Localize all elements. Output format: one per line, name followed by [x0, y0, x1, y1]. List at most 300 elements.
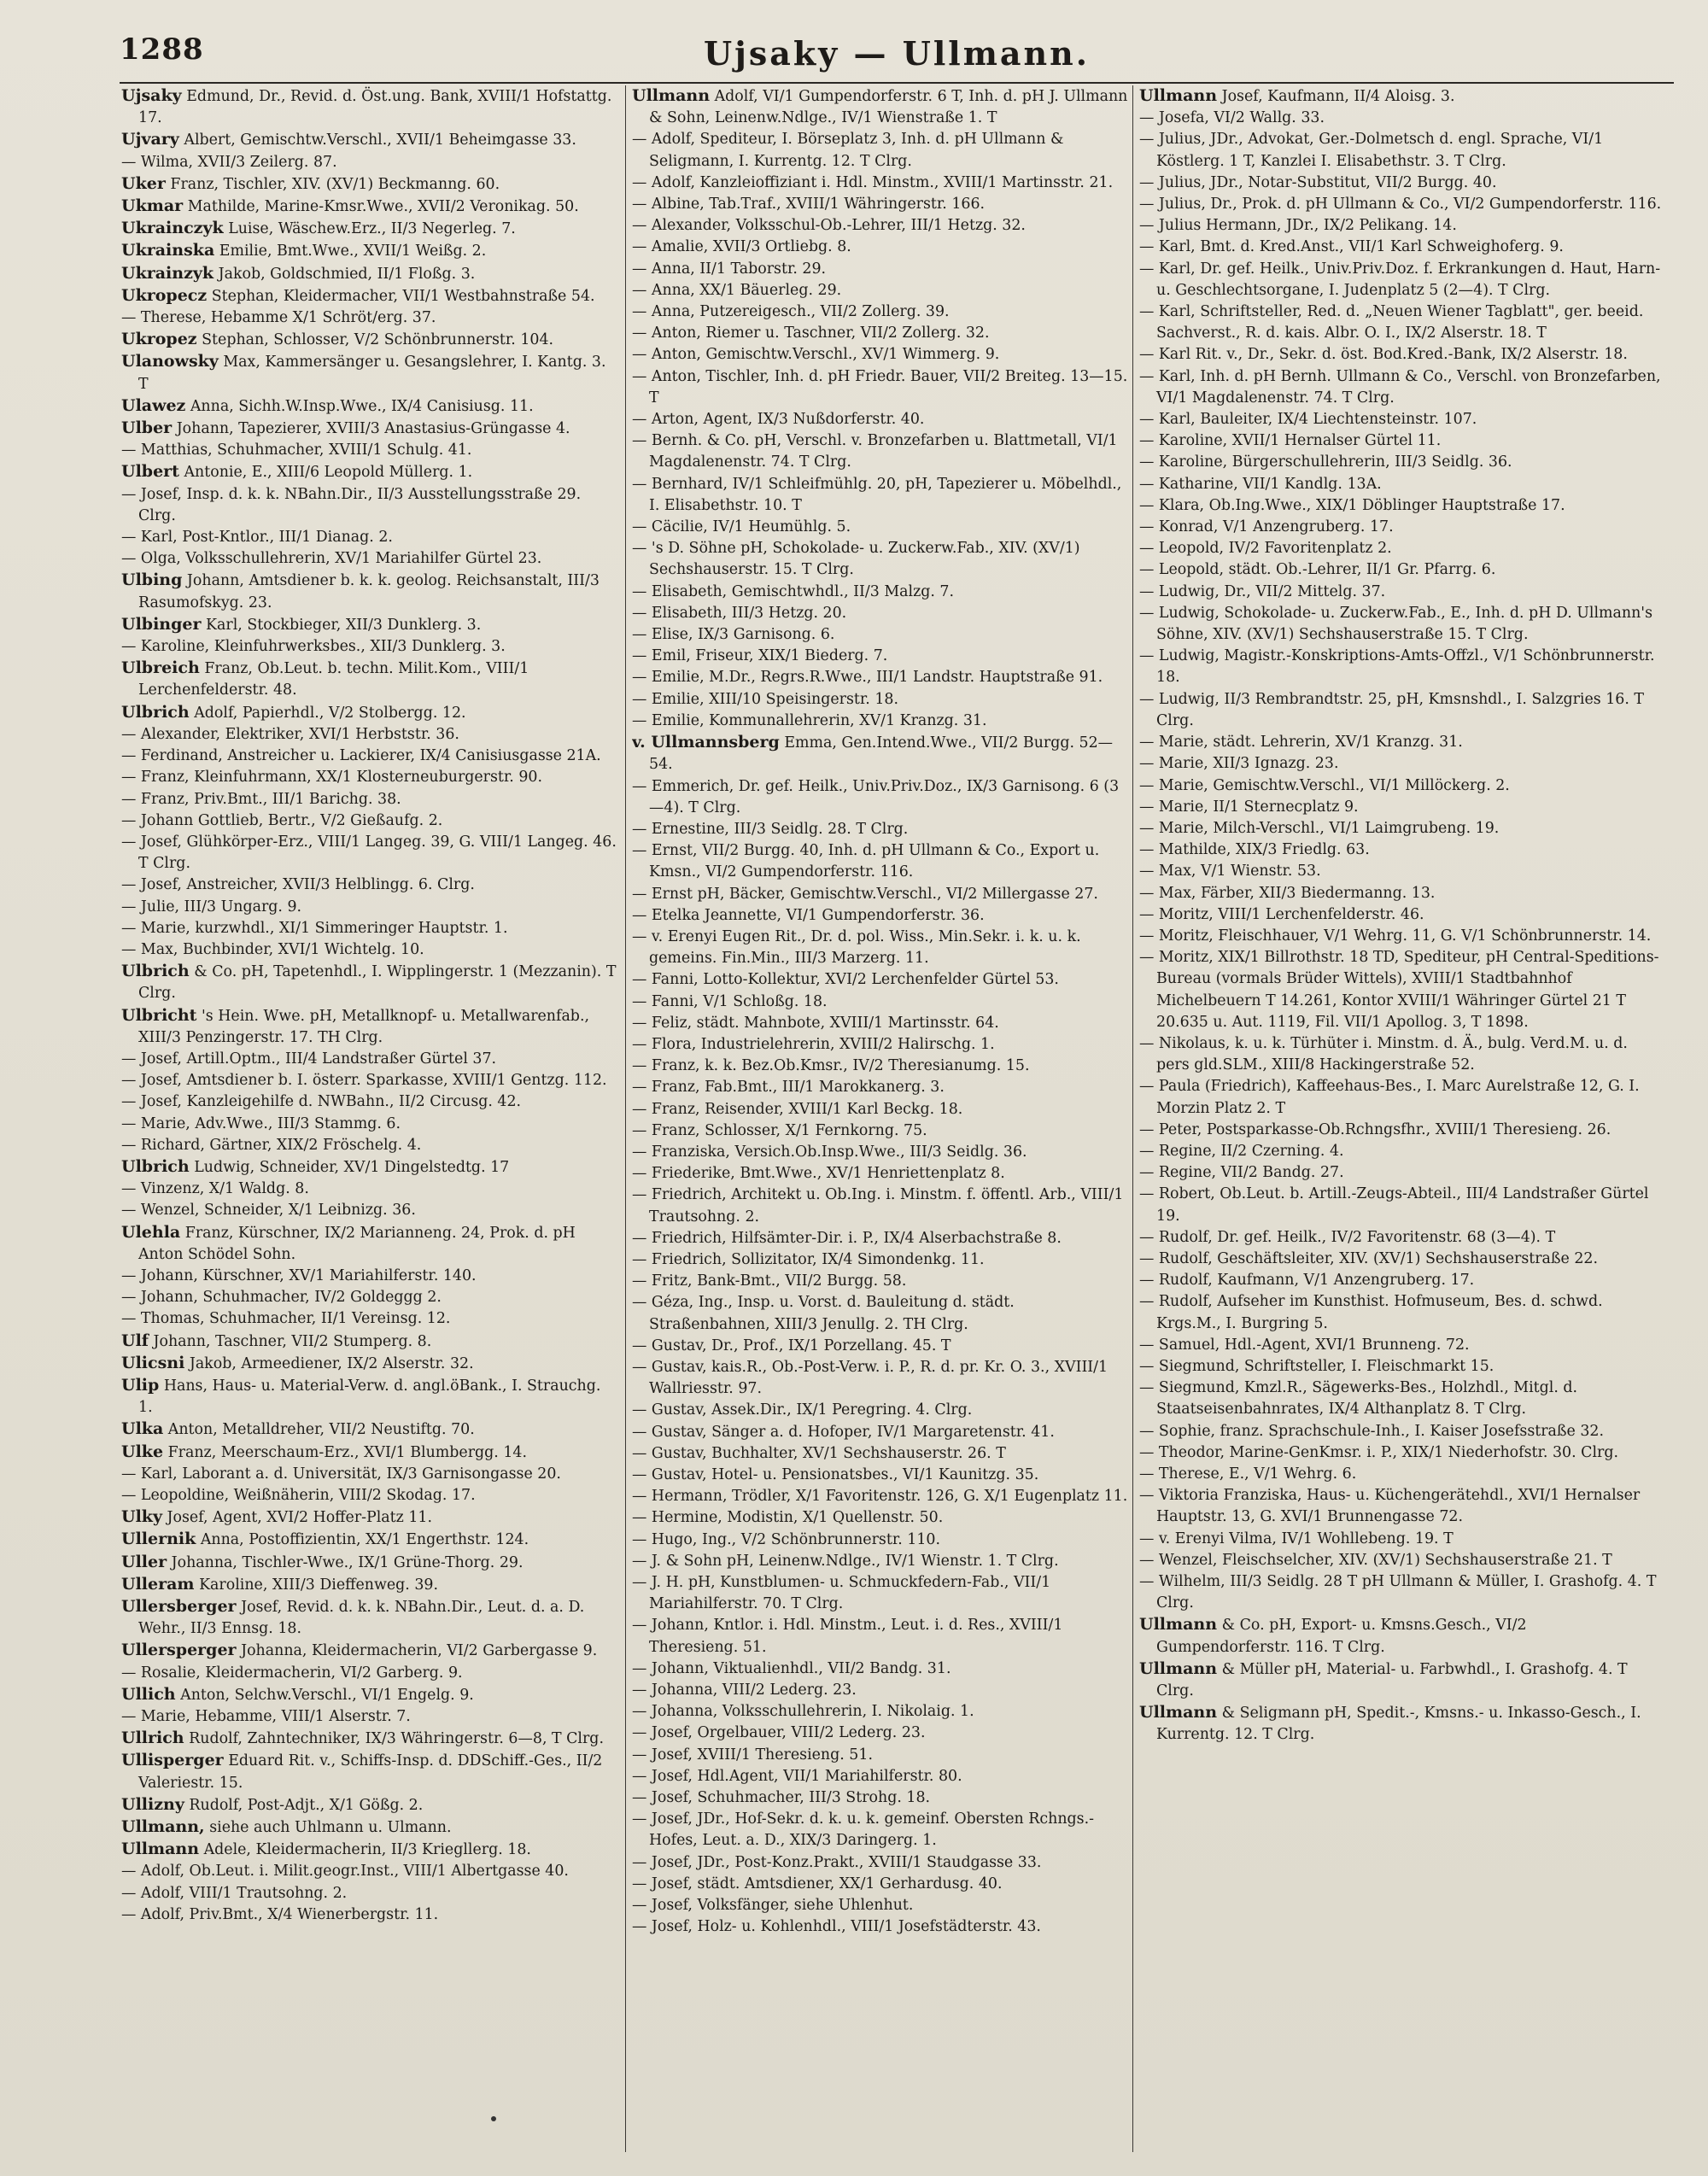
directory-entry [121, 1464, 618, 1485]
directory-entry [121, 1353, 618, 1375]
entry-details: — Karl Rit. v., Dr., Sekr. d. öst. Bod.Kred.-Bank, IX/2 Alserstr. 18. [1139, 346, 1628, 364]
entry-surname: Ulbrich [121, 702, 190, 722]
entry-details: Emilie, Bmt.Wwe., XVII/1 Weißg. 2. [219, 243, 487, 260]
entry-details: — Matthias, Schuhmacher, XVIII/1 Schulg. 41. [121, 442, 472, 459]
entry-surname: Ulbreich [121, 658, 200, 678]
entry-surname: Ullersperger [121, 1641, 237, 1660]
directory-entry [121, 636, 618, 658]
directory-entry [632, 1443, 1129, 1465]
directory-entry [121, 874, 618, 896]
entry-details: — Ferdinand, Anstreicher u. Lackierer, IX/4 Canisiusgasse 21A. [121, 747, 601, 765]
directory-entry [1139, 603, 1662, 646]
directory-entry [632, 1572, 1129, 1615]
entry-details: — Johanna, Volksschullehrerin, I. Nikolaig. 1. [632, 1703, 974, 1721]
entry-details: — Rudolf, Kaufmann, V/1 Anzengruberg. 17. [1139, 1272, 1475, 1290]
entry-details: Josef, Agent, XVI/2 Hoffer-Platz 11. [167, 1509, 432, 1527]
entry-details: — Hermann, Trödler, X/1 Favoritenstr. 126, G. X/1 Eugenplatz 11. [632, 1488, 1128, 1506]
directory-entry [121, 1883, 618, 1904]
entry-surname: Ullmann [1139, 1658, 1218, 1678]
directory-entry [1139, 1120, 1662, 1141]
directory-entry [632, 840, 1129, 883]
entry-details: Jakob, Goldschmied, II/1 Floßg. 3. [218, 265, 476, 283]
directory-entry [632, 1142, 1129, 1163]
directory-entry [632, 215, 1129, 237]
directory-entry [121, 1684, 618, 1706]
entry-surname: Ulf [121, 1331, 149, 1350]
entry-details: — Ludwig, Schokolade- u. Zuckerw.Fab., E., Inh. d. pH D. Ullmann's Söhne, XIV. (XV/1) Sechshauserstraße 15. T Clrg. [1139, 604, 1653, 644]
directory-entry [632, 1701, 1129, 1723]
page-header [120, 27, 1674, 87]
entry-details: — Adolf, Ob.Leut. i. Milit.geogr.Inst., VIII/1 Albertgasse 40. [121, 1863, 569, 1881]
column-divider [1132, 85, 1133, 2152]
entry-details: — Karoline, Bürgerschullehrerin, III/3 Seidlg. 36. [1139, 453, 1512, 471]
entry-details: — Marie, kurzwhdl., XI/1 Simmeringer Hauptstr. 1. [121, 919, 508, 937]
directory-entry [121, 1418, 618, 1441]
entry-details: — Regine, VII/2 Bandg. 27. [1139, 1164, 1344, 1182]
directory-entry [632, 538, 1129, 581]
column-2 [632, 85, 1129, 2152]
directory-entry [121, 1529, 618, 1551]
directory-entry [632, 1271, 1129, 1292]
entry-details: — Johann, Viktualienhdl., VII/2 Bandg. 31. [632, 1659, 951, 1677]
entry-details: — Julius, Dr., Prok. d. pH Ullmann & Co., VI/2 Gumpendorferstr. 116. [1139, 196, 1662, 214]
directory-entry [1139, 732, 1662, 753]
entry-details: — Ernst, VII/2 Burgg. 40, Inh. d. pH Ullmann & Co., Export u. Kmsn., VI/2 Gumpendorferstr. 116. [632, 842, 1100, 881]
directory-entry [1139, 689, 1662, 732]
directory-entry [121, 1091, 618, 1113]
directory-entry [1139, 259, 1662, 301]
directory-entry [632, 323, 1129, 344]
directory-entry [632, 819, 1129, 840]
directory-entry [632, 1895, 1129, 1916]
entry-details: — Peter, Postsparkasse-Ob.Rchngsfhr., XVIII/1 Theresieng. 26. [1139, 1120, 1611, 1138]
entry-details: — Paula (Friedrich), Kaffeehaus-Bes., I. Marc Aurelstraße 12, G. I. Morzin Platz 2. T [1139, 1078, 1640, 1117]
directory-entry [632, 1013, 1129, 1034]
directory-entry [121, 461, 618, 483]
entry-details: — Franz, Fab.Bmt., III/1 Marokkanerg. 3. [632, 1079, 945, 1097]
entry-details: — Josef, Orgelbauer, VIII/2 Lederg. 23. [632, 1724, 926, 1742]
directory-entry [632, 1658, 1129, 1680]
entry-surname: Ullich [121, 1684, 176, 1704]
entry-details: — Karoline, XVII/1 Hernalser Gürtel 11. [1139, 432, 1442, 450]
directory-entry [121, 173, 618, 196]
directory-entry [121, 767, 618, 788]
directory-entry [632, 409, 1129, 430]
directory-entry [632, 884, 1129, 905]
directory-entry [121, 1005, 618, 1049]
entry-details: — Josef, Hdl.Agent, VII/1 Mariahilferstr. 80. [632, 1767, 962, 1785]
directory-entry [1139, 1614, 1662, 1658]
directory-entry [1139, 1356, 1662, 1378]
entry-details: — Josef, Amtsdiener b. I. österr. Sparkasse, XVIII/1 Gentzg. 112. [121, 1072, 607, 1090]
directory-entry [632, 194, 1129, 215]
entry-details: — Gustav, Assek.Dir., IX/1 Peregring. 4. Clrg. [632, 1401, 973, 1419]
entry-details: — Gustav, Buchhalter, XV/1 Sechshauserstr. 26. T [632, 1444, 1006, 1462]
directory-entry [121, 1904, 618, 1926]
directory-entry [632, 1680, 1129, 1701]
directory-entry [121, 418, 618, 440]
entry-details: — Marie, Milch-Verschl., VI/1 Laimgrubeng. 19. [1139, 819, 1500, 837]
entry-details: & Co. pH, Tapetenhdl., I. Wipplingerstr. 1 (Mezzanin). T Clrg. [138, 963, 617, 1003]
entry-details: — J. H. pH, Kunstblumen- u. Schmuckfedern-Fab., VII/1 Mariahilferstr. 70. T Clrg. [632, 1574, 1051, 1613]
entry-details: — Max, V/1 Wienstr. 53. [1139, 863, 1321, 880]
directory-entry [632, 1551, 1129, 1572]
entry-details: — Anna, II/1 Taborstr. 29. [632, 260, 827, 278]
entry-details: Josef, Revid. d. k. k. NBahn.Dir., Leut. d. a. D. Wehr., II/3 Ennsg. 18. [138, 1599, 585, 1638]
directory-entry [1139, 474, 1662, 495]
directory-entry [121, 1287, 618, 1308]
entry-details: Anna, Postoffizientin, XX/1 Engerthstr. 124. [200, 1531, 529, 1549]
directory-entry [1139, 1033, 1662, 1076]
entry-details: — Karl, Inh. d. pH Bernh. Ullmann & Co., Verschl. von Bronzefarben, VI/1 Magdalenenstr. 74. T Clrg. [1139, 367, 1661, 407]
directory-entry [632, 1034, 1129, 1056]
directory-entry [632, 1422, 1129, 1443]
entry-details: — Josef, Holz- u. Kohlenhdl., VIII/1 Josefstädterstr. 43. [632, 1918, 1041, 1936]
directory-entry [632, 667, 1129, 688]
entry-details: — Gustav, Hotel- u. Pensionatsbes., VI/1 Kaunitzg. 35. [632, 1466, 1039, 1483]
entry-details: — Anna, XX/1 Bäuerleg. 29. [632, 281, 842, 299]
directory-entry [1139, 1184, 1662, 1226]
entry-details: — Karl, Bmt. d. Kred.Anst., VII/1 Karl Schweighoferg. 9. [1139, 238, 1564, 256]
entry-surname: Ullmann [632, 86, 711, 105]
entry-details: — Thomas, Schuhmacher, II/1 Vereinsg. 12. [121, 1310, 451, 1328]
directory-entry [121, 1156, 618, 1179]
entry-details: — Josefa, VI/2 Wallg. 33. [1139, 109, 1325, 127]
directory-entry [1139, 1335, 1662, 1356]
entry-details: — Alexander, Elektriker, XVI/1 Herbststr. 36. [121, 725, 459, 743]
directory-entry [1139, 775, 1662, 797]
column-1 [121, 85, 618, 2152]
entry-details: — Amalie, XVII/3 Ortliebg. 8. [632, 238, 851, 256]
entry-details: — Bernh. & Co. pH, Verschl. v. Bronzefarben u. Blattmetall, VI/1 Magdalenenstr. 74. T Clrg. [632, 432, 1118, 471]
directory-entry [121, 1728, 618, 1750]
entry-details: — Géza, Ing., Insp. u. Vorst. d. Bauleitung d. städt. Straßenbahnen, XIII/3 Jenullg. 2. TH Clrg. [632, 1294, 1015, 1333]
entry-details: — Franziska, Versich.Ob.Insp.Wwe., III/3 Seidlg. 36. [632, 1143, 1027, 1161]
directory-entry [632, 969, 1129, 991]
entry-details: — Nikolaus, k. u. k. Türhüter i. Minstm. d. Ä., bulg. Verd.M. u. d. pers gld.SLM., XIII/8 Hackingerstraße 52. [1139, 1034, 1628, 1074]
entry-details: — Julius Hermann, JDr., IX/2 Pelikang. 14. [1139, 217, 1457, 235]
entry-details: — Adolf, Spediteur, I. Börseplatz 3, Inh. d. pH Ullmann & Seligmann, I. Kurrentg. 12. T Clrg. [632, 131, 1064, 170]
entry-details: — Emil, Friseur, XIX/1 Biederg. 7. [632, 647, 888, 665]
entry-details: — Moritz, VIII/1 Lerchenfelderstr. 46. [1139, 905, 1424, 923]
entry-details: — Wenzel, Schneider, X/1 Leibnizg. 36. [121, 1202, 416, 1220]
entry-details: — Albine, Tab.Traf., XVIII/1 Währingerstr. 166. [632, 196, 986, 214]
directory-entry [1139, 538, 1662, 559]
directory-entry [632, 1400, 1129, 1421]
entry-surname: Ullisperger [121, 1751, 224, 1770]
directory-entry [121, 724, 618, 746]
entry-details: Luise, Wäschew.Erz., II/3 Negerleg. 7. [228, 220, 516, 238]
directory-entry [632, 1745, 1129, 1766]
directory-entry [632, 732, 1129, 775]
entry-details: Hans, Haus- u. Material-Verw. d. angl.öBank., I. Strauchg. 1. [138, 1377, 601, 1417]
directory-entry [1139, 1529, 1662, 1550]
directory-entry [1139, 409, 1662, 430]
directory-entry [632, 129, 1129, 172]
directory-entry [121, 1135, 618, 1156]
entry-surname: Ullersberger [121, 1597, 237, 1617]
directory-entry [121, 440, 618, 461]
directory-entry [121, 1331, 618, 1353]
directory-entry [121, 1750, 618, 1793]
entry-details: — Ernestine, III/3 Seidlg. 28. T Clrg. [632, 820, 909, 838]
directory-entry [121, 1839, 618, 1861]
entry-details: Mathilde, Marine-Kmsr.Wwe., XVII/2 Veronikag. 50. [187, 198, 579, 216]
entry-details: — Flora, Industrielehrerin, XVIII/2 Halirschg. 1. [632, 1035, 995, 1053]
directory-entry [1139, 1270, 1662, 1291]
entry-surname: Ulbrich [121, 962, 190, 981]
entry-details: — Ernst pH, Bäcker, Gemischtw.Verschl., VI/2 Millergasse 27. [632, 885, 1098, 903]
entry-details: — 's D. Söhne pH, Schokolade- u. Zuckerw.Fab., XIV. (XV/1) Sechshauserstr. 15. T Clrg. [632, 540, 1080, 579]
entry-details: — Josef, Schuhmacher, III/3 Strohg. 18. [632, 1789, 931, 1807]
directory-entry [632, 237, 1129, 258]
entry-details: — Franz, k. k. Bez.Ob.Kmsr., IV/2 Theresianumg. 15. [632, 1057, 1030, 1075]
directory-entry [1139, 1571, 1662, 1614]
entry-details: — Cäcilie, IV/1 Heumühlg. 5. [632, 518, 851, 536]
directory-entry [121, 1049, 618, 1070]
entry-details: Karl, Stockbieger, XII/3 Dunklerg. 3. [206, 616, 482, 634]
directory-entry [632, 991, 1129, 1013]
directory-entry [1139, 1227, 1662, 1249]
entry-details: — Alexander, Volksschul-Ob.-Lehrer, III/1 Hetzg. 32. [632, 217, 1026, 235]
entry-surname: Ullrich [121, 1729, 184, 1748]
entry-details: Adolf, VI/1 Gumpendorferstr. 6 T, Inh. d. pH J. Ullmann & Sohn, Leinenw.Ndlge., IV/1 Wienstraße 1. T [649, 88, 1128, 127]
entry-details: — Adolf, Kanzleioffiziant i. Hdl. Minstm., XVIII/1 Martinsstr. 21. [632, 173, 1114, 191]
entry-details: — Anton, Riemer u. Taschner, VII/2 Zollerg. 32. [632, 325, 990, 342]
directory-entry [632, 259, 1129, 280]
directory-entry [632, 689, 1129, 711]
directory-entry [121, 395, 618, 418]
directory-entry [632, 344, 1129, 366]
entry-details: — Fanni, Lotto-Kollektur, XVI/2 Lerchenfelder Gürtel 53. [632, 971, 1059, 989]
directory-entry [632, 430, 1129, 473]
entry-surname: Ullmann [1139, 1703, 1218, 1723]
directory-entry [1139, 1485, 1662, 1528]
directory-entry [632, 1249, 1129, 1271]
entry-details: — Marie, Adv.Wwe., III/3 Stammg. 6. [121, 1114, 401, 1132]
directory-entry [632, 366, 1129, 409]
entry-surname: Ullmann [1139, 1615, 1218, 1635]
entry-details: — Rudolf, Geschäftsleiter, XIV. (XV/1) Sechshauserstraße 22. [1139, 1249, 1599, 1267]
entry-surname: Ullmann [1139, 86, 1218, 105]
directory-entry [632, 1787, 1129, 1809]
entry-details: — Samuel, Hdl.-Agent, XVI/1 Brunneng. 72. [1139, 1336, 1470, 1354]
entry-details: — Karl, Bauleiter, IX/4 Liechtensteinstr. 107. [1139, 411, 1477, 429]
directory-entry [121, 85, 618, 129]
directory-entry [121, 329, 618, 351]
directory-entry [1139, 883, 1662, 904]
directory-entry [121, 810, 618, 832]
directory-entry [632, 1916, 1129, 1938]
directory-entry [632, 1228, 1129, 1249]
directory-entry [121, 196, 618, 218]
entry-details: Johanna, Tischler-Wwe., IX/1 Grüne-Thorg. 29. [171, 1553, 524, 1571]
entry-details: — Therese, Hebamme X/1 Schröt/erg. 37. [121, 309, 436, 327]
directory-entry [632, 1099, 1129, 1120]
entry-details: Anna, Sichh.W.Insp.Wwe., IX/4 Canisiusg. 11. [190, 397, 534, 415]
entry-details: — Johann, Schuhmacher, IV/2 Goldeggg 2. [121, 1289, 442, 1307]
entry-details: — Etelka Jeannette, VI/1 Gumpendorferstr. 36. [632, 906, 985, 924]
directory-entry [121, 263, 618, 285]
entry-surname: Ulbing [121, 570, 183, 590]
entry-details: Anton, Metalldreher, VII/2 Neustiftg. 70. [167, 1421, 475, 1439]
directory-entry [1139, 926, 1662, 947]
directory-entry [1139, 861, 1662, 882]
entry-details: Franz, Meerschaum-Erz., XVI/1 Blumbergg. 14. [167, 1443, 528, 1461]
entry-details: — Franz, Reisender, XVIII/1 Karl Beckg. 18. [632, 1100, 963, 1118]
entry-details: — Julie, III/3 Ungarg. 9. [121, 898, 302, 915]
entry-details: — Olga, Volksschullehrerin, XV/1 Mariahilfer Gürtel 23. [121, 550, 542, 568]
entry-details: — v. Erenyi Vilma, IV/1 Wohllebeng. 19. T [1139, 1530, 1454, 1547]
directory-entry [121, 1308, 618, 1330]
entry-details: Eduard Rit. v., Schiffs-Insp. d. DDSchiff.-Ges., II/2 Valeriestr. 15. [138, 1752, 603, 1792]
entry-details: — Emilie, M.Dr., Regrs.R.Wwe., III/1 Landstr. Hauptstraße 91. [632, 669, 1103, 687]
entry-details: — Therese, E., V/1 Wehrg. 6. [1139, 1465, 1357, 1483]
entry-details: — Josef, Anstreicher, XVII/3 Helblingg. 6. Clrg. [121, 876, 475, 894]
entry-details: siehe auch Uhlmann u. Ulmann. [209, 1819, 452, 1837]
directory-entry [121, 351, 618, 395]
entry-surname: Ukropez [121, 330, 197, 349]
entry-details: — Leopold, IV/2 Favoritenplatz 2. [1139, 540, 1392, 558]
directory-entry [632, 1056, 1129, 1077]
entry-details: — Vinzenz, X/1 Waldg. 8. [121, 1180, 309, 1198]
directory-entry [121, 218, 618, 240]
entry-details: — Fanni, V/1 Schloßg. 18. [632, 992, 828, 1010]
entry-details: — v. Erenyi Eugen Rit., Dr. d. pol. Wiss., Min.Sekr. i. k. u. k. gemeins. Fin.Min., III/3 Marzerg. 11. [632, 927, 1081, 968]
entry-surname: Ulleram [121, 1574, 195, 1594]
entry-details: — Konrad, V/1 Anzengruberg. 17. [1139, 518, 1394, 536]
directory-entry [121, 1574, 618, 1596]
entry-details: — Josef, Volksfänger, siehe Uhlenhut. [632, 1897, 914, 1915]
entry-details: — Wilhelm, III/3 Seidlg. 28 T pH Ullmann & Müller, I. Grashofg. 4. T Clrg. [1139, 1573, 1657, 1612]
directory-entry [121, 484, 618, 527]
directory-entry [1139, 1249, 1662, 1270]
directory-entry [1139, 452, 1662, 473]
directory-entry [121, 1179, 618, 1200]
entry-details: — Moritz, Fleischhauer, V/1 Wehrg. 11, G. V/1 Schönbrunnerstr. 14. [1139, 927, 1652, 945]
entry-details: — Ludwig, Dr., VII/2 Mittelg. 37. [1139, 582, 1386, 600]
directory-entry [632, 1120, 1129, 1142]
directory-entry [1139, 904, 1662, 926]
directory-entry [121, 1200, 618, 1221]
entry-details: — Josef, JDr., Hof-Sekr. d. k. u. k. gemeinf. Obersten Rchngs.-Hofes, Leut. a. D., XIX/3 Daringerg. 1. [632, 1810, 1094, 1850]
column-3 [1139, 85, 1662, 2152]
entry-details: — Hugo, Ing., V/2 Schönbrunnerstr. 110. [632, 1530, 941, 1548]
directory-entry [121, 1375, 618, 1418]
entry-details: — Josef, XVIII/1 Theresieng. 51. [632, 1746, 873, 1764]
entry-details: — Siegmund, Schriftsteller, I. Fleischmarkt 15. [1139, 1357, 1494, 1375]
entry-details: — Klara, Ob.Ing.Wwe., XIX/1 Döblinger Hauptstraße 17. [1139, 496, 1565, 514]
directory-entry [1139, 1076, 1662, 1119]
entry-details: — Katharine, VII/1 Kandlg. 13A. [1139, 475, 1382, 493]
entry-details: & Seligmann pH, Spedit.-, Kmsns.- u. Inkasso-Gesch., I. Kurrentg. 12. T Clrg. [1156, 1705, 1641, 1744]
entry-details: — Anna, Putzereigesch., VII/2 Zollerg. 39. [632, 303, 950, 321]
directory-entry [121, 527, 618, 548]
entry-surname: Ulawez [121, 395, 186, 415]
entry-details: — Adolf, VIII/1 Trautsohng. 2. [121, 1884, 348, 1902]
directory-entry [1139, 1291, 1662, 1334]
directory-entry [121, 658, 618, 701]
directory-entry [121, 1816, 618, 1839]
entry-surname: Ulanowsky [121, 352, 219, 371]
directory-entry [121, 1663, 618, 1684]
entry-details: — Fritz, Bank-Bmt., VII/2 Burgg. 58. [632, 1272, 907, 1290]
directory-entry [632, 1615, 1129, 1658]
directory-entry [1139, 947, 1662, 1033]
directory-entry [1139, 366, 1662, 409]
directory-entry [121, 918, 618, 939]
entry-surname: Ulbrich [121, 1156, 190, 1176]
directory-entry [632, 1874, 1129, 1895]
entry-details: Josef, Kaufmann, II/4 Aloisg. 3. [1221, 88, 1455, 105]
directory-entry [1139, 559, 1662, 581]
entry-details: — Elisabeth, III/3 Hetzg. 20. [632, 604, 847, 622]
directory-entry [632, 1185, 1129, 1227]
entry-details: — Adolf, Priv.Bmt., X/4 Wienerbergstr. 11. [121, 1905, 439, 1923]
directory-entry [121, 1861, 618, 1882]
entry-details: Adele, Kleidermacherin, II/3 Kriegllerg. 18. [203, 1841, 531, 1859]
header-rule [120, 82, 1674, 84]
entry-details: — Mathilde, XIX/3 Friedlg. 63. [1139, 841, 1370, 859]
directory-entry [121, 1640, 618, 1662]
entry-details: — Wilma, XVII/3 Zeilerg. 87. [121, 153, 337, 171]
directory-entry [121, 789, 618, 810]
entry-details: — Siegmund, Kmzl.R., Sägewerks-Bes., Holzhdl., Mitgl. d. Staatseisenbahnrates, IX/4 Althanplatz 8. T Clrg. [1139, 1379, 1578, 1418]
directory-entry [1139, 1442, 1662, 1464]
entry-details: Johann, Taschner, VII/2 Stumperg. 8. [153, 1332, 432, 1350]
entry-surname: Ullernik [121, 1530, 196, 1549]
entry-details: Johann, Amtsdiener b. k. k. geolog. Reichsanstalt, III/3 Rasumofskyg. 23. [138, 572, 600, 611]
entry-surname: v. Ullmannsberg [632, 733, 780, 752]
entry-details: Franz, Tischler, XIV. (XV/1) Beckmanng. 60. [170, 175, 500, 193]
directory-entry [121, 1706, 618, 1728]
entry-surname: Ukrainczyk [121, 219, 224, 238]
entry-surname: Ukropecz [121, 285, 208, 305]
directory-entry [632, 624, 1129, 646]
entry-surname: Ulke [121, 1442, 164, 1461]
directory-entry [121, 1596, 618, 1640]
entry-details: — Ludwig, II/3 Rembrandtstr. 25, pH, Kmsnshdl., I. Salzgries 16. T Clrg. [1139, 690, 1645, 729]
entry-details: — Gustav, Dr., Prof., IX/1 Porzellang. 45. T [632, 1337, 951, 1354]
entry-surname: Ulbert [121, 462, 179, 482]
entry-surname: Ulip [121, 1375, 160, 1395]
directory-entry [121, 285, 618, 307]
directory-entry [1139, 430, 1662, 452]
directory-entry [1139, 646, 1662, 688]
entry-details: — Elise, IX/3 Garnisong. 6. [632, 626, 835, 644]
entry-details: — Emilie, Kommunallehrerin, XV/1 Kranzg. 31. [632, 711, 987, 729]
entry-details: — Josef, Artill.Optm., III/4 Landstraßer Gürtel 37. [121, 1050, 497, 1068]
entry-details: — Ludwig, Magistr.-Konskriptions-Amts-Offzl., V/1 Schönbrunnerstr. 18. [1139, 647, 1655, 687]
entry-details: — Friedrich, Architekt u. Ob.Ing. i. Minstm. f. öffentl. Arb., VIII/1 Trautsohng. 2. [632, 1186, 1124, 1225]
entry-surname: Ujvary [121, 130, 179, 149]
entry-details: — Marie, städt. Lehrerin, XV/1 Kranzg. 31. [1139, 734, 1463, 752]
entry-surname: Ujsaky [121, 86, 182, 105]
directory-entry [121, 1485, 618, 1506]
directory-entry [632, 1507, 1129, 1529]
entry-details: — Johann, Kntlor. i. Hdl. Minstm., Leut. i. d. Res., XVIII/1 Theresieng. 51. [632, 1617, 1063, 1656]
entry-details: — Franz, Priv.Bmt., III/1 Barichg. 38. [121, 790, 401, 808]
entry-surname: Ullmann [121, 1840, 200, 1859]
entry-details: — Moritz, XIX/1 Billrothstr. 18 TD, Spediteur, pH Central-Speditions-Bureau (vormals Brüder Wittels), XVIII/1 Stadtbahnhof Michelbeuern T 14.261, Kontor XVIII/1 Währinger Gürtel 21 T 20.635 u. Aut. 1119, Fil. VII/1 Apollog. 3, T 1898. [1139, 949, 1659, 1031]
entry-details: Albert, Gemischtw.Verschl., XVII/1 Beheimgasse 33. [184, 132, 576, 149]
entry-details: — Emilie, XIII/10 Speisingerstr. 18. [632, 690, 898, 708]
directory-entry [121, 961, 618, 1004]
directory-entry [632, 301, 1129, 323]
entry-details: — Karl, Post-Kntlor., III/1 Dianag. 2. [121, 529, 393, 547]
entry-details: — Gustav, kais.R., Ob.-Post-Verw. i. P., R. d. pr. Kr. O. 3., XVIII/1 Wallriesstr. 97. [632, 1358, 1108, 1398]
directory-entry [121, 1552, 618, 1574]
